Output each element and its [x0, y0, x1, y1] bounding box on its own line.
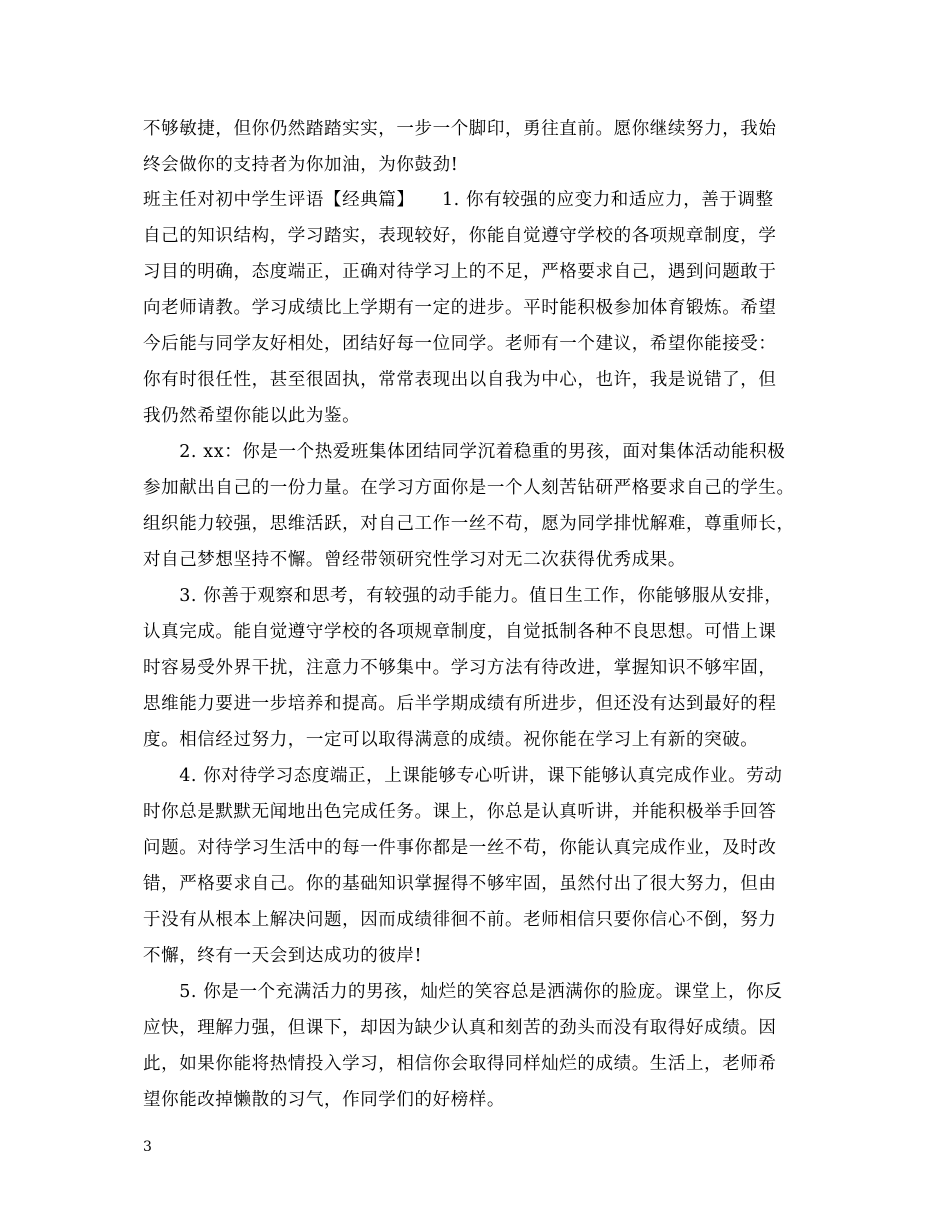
text-line: 时容易受外界干扰，注意力不够集中。学习方法有待改进，掌握知识不够牢固， — [143, 658, 777, 678]
text-line: 2. xx：你是一个热爱班集体团结同学沉着稳重的男孩，面对集体活动能积极 — [143, 442, 786, 462]
text-line: 错，严格要求自己。你的基础知识掌握得不够牢固，虽然付出了很大努力，但由 — [143, 874, 777, 894]
text-line: 5. 你是一个充满活力的男孩，灿烂的笑容总是洒满你的脸庞。课堂上，你反 — [143, 982, 783, 1002]
text-line: 终会做你的支持者为你加油，为你鼓劲! — [143, 155, 459, 175]
text-line: 参加献出自己的一份力量。在学习方面你是一个人刻苦钻研严格要求自己的学生。 — [143, 478, 795, 498]
text-line: 不够敏捷，但你仍然踏踏实实，一步一个脚印，勇往直前。愿你继续努力，我始 — [143, 119, 777, 139]
text-line: 习目的明确，态度端正，正确对待学习上的不足，严格要求自己，遇到问题敢于 — [143, 262, 777, 282]
text-line: 时你总是默默无闻地出色完成任务。课上，你总是认真听讲，并能积极举手回答 — [143, 802, 777, 822]
text-line: 此，如果你能将热情投入学习，相信你会取得同样灿烂的成绩。生活上，老师希 — [143, 1054, 777, 1074]
text-line: 认真完成。能自觉遵守学校的各项规章制度，自觉抵制各种不良思想。可惜上课 — [143, 622, 777, 642]
text-line: 自己的知识结构，学习踏实，表现较好，你能自觉遵守学校的各项规章制度，学 — [143, 226, 777, 246]
text-line: 我仍然希望你能以此为鉴。 — [143, 406, 361, 426]
text-line: 望你能改掉懒散的习气，作同学们的好榜样。 — [143, 1090, 505, 1110]
text-line: 思维能力要进一步培养和提高。后半学期成绩有所进步，但还没有达到最好的程 — [143, 694, 777, 714]
text-line: 问题。对待学习生活中的每一件事你都是一丝不苟，你能认真完成作业，及时改 — [143, 838, 777, 858]
text-line: 于没有从根本上解决问题，因而成绩徘徊不前。老师相信只要你信心不倒，努力 — [143, 910, 777, 930]
text-line: 不懈，终有一天会到达成功的彼岸! — [143, 946, 423, 966]
text-line: 组织能力较强，思维活跃，对自己工作一丝不苟，愿为同学排忧解难，尊重师长， — [143, 514, 795, 534]
text-line: 向老师请教。学习成绩比上学期有一定的进步。平时能积极参加体育锻炼。希望 — [143, 298, 777, 318]
text-line: 度。相信经过努力，一定可以取得满意的成绩。祝你能在学习上有新的突破。 — [143, 730, 759, 750]
text-line: 4. 你对待学习态度端正，上课能够专心听讲，课下能够认真完成作业。劳动 — [143, 766, 783, 786]
text-line: 对自己梦想坚持不懈。曾经带领研究性学习对无二次获得优秀成果。 — [143, 550, 686, 570]
text-line: 3. 你善于观察和思考，有较强的动手能力。值日生工作，你能够服从安排， — [143, 586, 783, 606]
page-number: 3 — [143, 1139, 152, 1155]
text-line: 应快，理解力强，但课下，却因为缺少认真和刻苦的劲头而没有取得好成绩。因 — [143, 1018, 777, 1038]
text-line: 你有时很任性，甚至很固执，常常表现出以自我为中心，也许，我是说错了，但 — [143, 370, 777, 390]
text-line: 班主任对初中学生评语【经典篇】 1. 你有较强的应变力和适应力，善于调整 — [143, 190, 774, 210]
text-line: 今后能与同学友好相处，团结好每一位同学。老师有一个建议，希望你能接受： — [143, 334, 777, 354]
